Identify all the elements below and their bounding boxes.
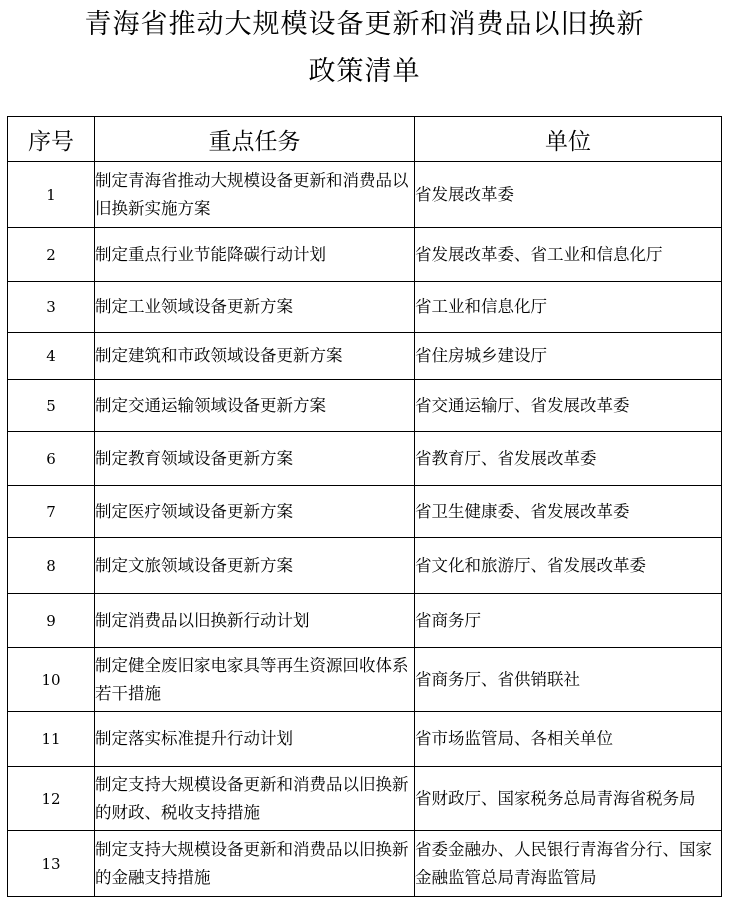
row-index: 1 (8, 162, 95, 228)
row-index: 7 (8, 486, 95, 538)
row-task: 制定医疗领域设备更新方案 (95, 486, 415, 538)
table-row (8, 712, 722, 767)
row-unit: 省教育厅、省发展改革委 (415, 432, 722, 486)
header-index: 序号 (8, 117, 95, 162)
row-unit: 省发展改革委 (415, 162, 722, 228)
table-row (8, 228, 722, 282)
document-title-line-2: 政策清单 (308, 56, 421, 87)
row-index: 13 (8, 831, 95, 897)
row-unit: 省委金融办、人民银行青海省分行、国家金融监管总局青海监管局 (415, 831, 722, 897)
row-unit: 省文化和旅游厅、省发展改革委 (415, 538, 722, 594)
table-row (8, 648, 722, 712)
table-row (8, 432, 722, 486)
row-task: 制定工业领域设备更新方案 (95, 282, 415, 333)
table-body (8, 162, 722, 897)
row-index: 6 (8, 432, 95, 486)
row-task: 制定重点行业节能降碳行动计划 (95, 228, 415, 282)
table-row (8, 333, 722, 380)
row-unit: 省市场监管局、各相关单位 (415, 712, 722, 767)
header-unit: 单位 (415, 117, 722, 162)
row-task: 制定落实标准提升行动计划 (95, 712, 415, 767)
table-header (8, 117, 722, 162)
table-row (8, 282, 722, 333)
row-index: 10 (8, 648, 95, 712)
row-index: 5 (8, 380, 95, 432)
row-unit: 省商务厅、省供销联社 (415, 648, 722, 712)
row-index: 9 (8, 594, 95, 648)
table-row (8, 380, 722, 432)
policy-table (7, 116, 722, 897)
row-task: 制定支持大规模设备更新和消费品以旧换新的金融支持措施 (95, 831, 415, 897)
row-task: 制定消费品以旧换新行动计划 (95, 594, 415, 648)
row-task: 制定建筑和市政领域设备更新方案 (95, 333, 415, 380)
row-index: 3 (8, 282, 95, 333)
row-index: 12 (8, 767, 95, 831)
header-task: 重点任务 (95, 117, 415, 162)
row-index: 8 (8, 538, 95, 594)
row-index: 11 (8, 712, 95, 767)
table-row (8, 486, 722, 538)
row-unit: 省商务厅 (415, 594, 722, 648)
row-unit: 省住房城乡建设厅 (415, 333, 722, 380)
row-unit: 省工业和信息化厅 (415, 282, 722, 333)
row-unit: 省交通运输厅、省发展改革委 (415, 380, 722, 432)
row-task: 制定交通运输领域设备更新方案 (95, 380, 415, 432)
table-row (8, 538, 722, 594)
table-row (8, 767, 722, 831)
row-task: 制定健全废旧家电家具等再生资源回收体系若干措施 (95, 648, 415, 712)
table-row (8, 162, 722, 228)
row-task: 制定青海省推动大规模设备更新和消费品以旧换新实施方案 (95, 162, 415, 228)
table-row (8, 831, 722, 897)
header-row (8, 117, 722, 162)
row-task: 制定文旅领域设备更新方案 (95, 538, 415, 594)
table-row (8, 594, 722, 648)
row-unit: 省发展改革委、省工业和信息化厅 (415, 228, 722, 282)
row-unit: 省卫生健康委、省发展改革委 (415, 486, 722, 538)
row-index: 4 (8, 333, 95, 380)
row-index: 2 (8, 228, 95, 282)
row-task: 制定支持大规模设备更新和消费品以旧换新的财政、税收支持措施 (95, 767, 415, 831)
row-unit: 省财政厅、国家税务总局青海省税务局 (415, 767, 722, 831)
document-title-line-1: 青海省推动大规模设备更新和消费品以旧换新 (84, 9, 645, 40)
row-task: 制定教育领域设备更新方案 (95, 432, 415, 486)
